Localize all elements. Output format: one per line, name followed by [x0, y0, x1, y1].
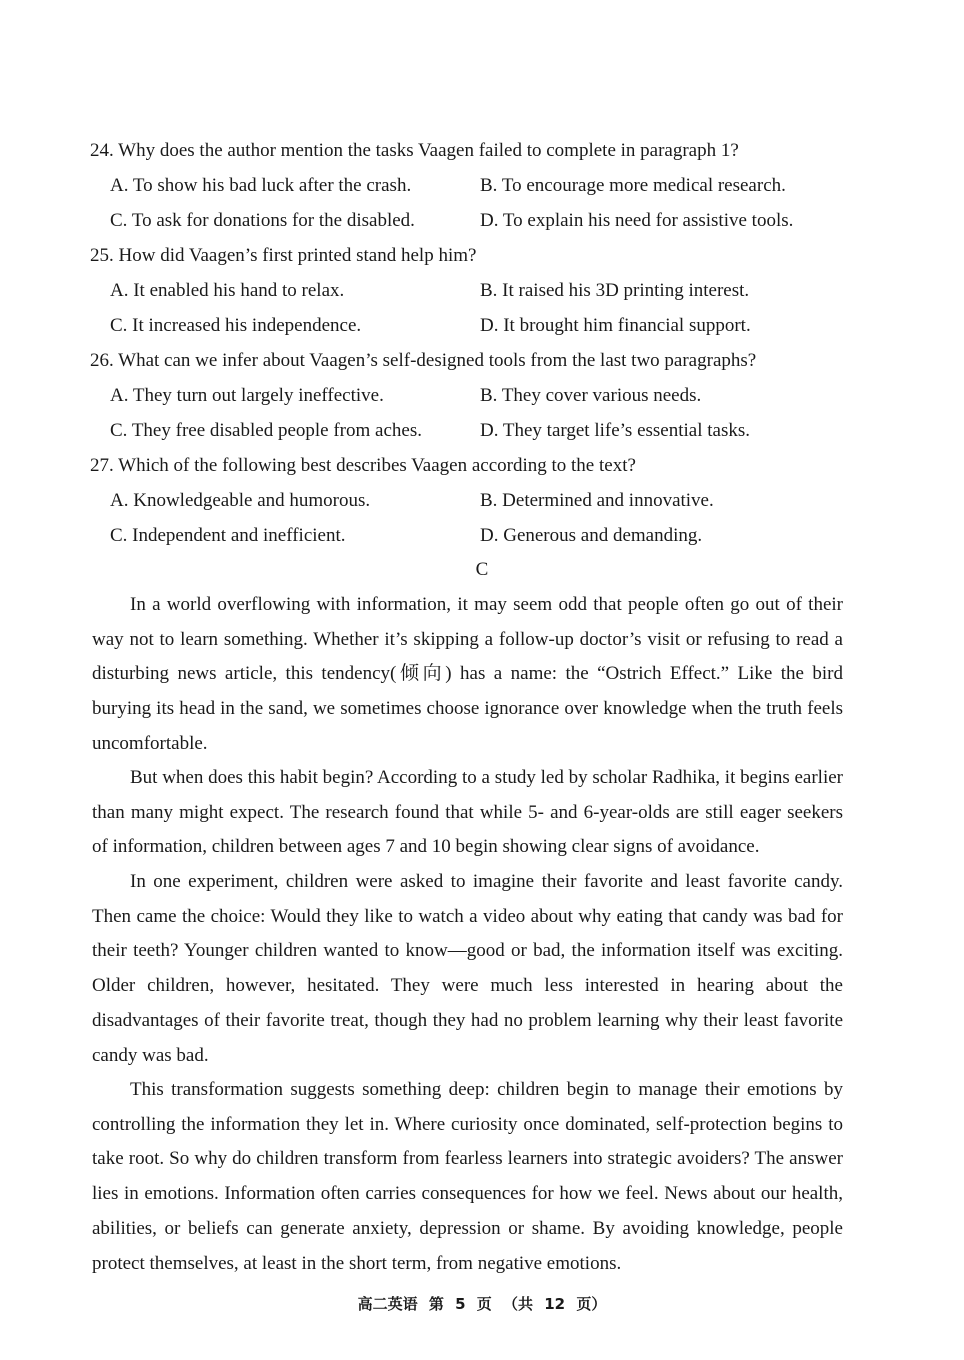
- answer-option: B. Determined and innovative.: [480, 490, 714, 511]
- answer-option: B. It raised his 3D printing interest.: [480, 280, 750, 301]
- answer-option: B. They cover various needs.: [480, 385, 702, 406]
- passage-paragraph: In a world overflowing with information, it may seem odd that people often go out of their way not to learn something. Whether it’s skipping a follow-up doctor’s visit or refusing to read a disturbing news article, this tendency(倾向) has a name: the “Ostrich Effect.” Like the bird burying its head in the sand, we sometimes choose ignorance over knowledge when the truth feels uncomfortable.: [92, 594, 843, 754]
- answer-option: C. Independent and inefficient.: [110, 525, 346, 546]
- question-stem: 26. What can we infer about Vaagen’s self-designed tools from the last two paragraphs?: [90, 350, 757, 371]
- question-stem: 27. Which of the following best describes Vaagen according to the text?: [90, 455, 636, 476]
- answer-option: D. They target life’s essential tasks.: [480, 420, 750, 441]
- question-stem: 25. How did Vaagen’s first printed stand help him?: [90, 245, 477, 266]
- answer-option: A. It enabled his hand to relax.: [110, 280, 345, 301]
- passage-paragraph: This transformation suggests something deep: children begin to manage their emotions by controlling the information they let in. Where curiosity once dominated, self-protection begins to take root. So why do children transform from fearless learners into strategic avoiders? The answer lies in emotions. Information often carries consequences for how we feel. News about our health, abilities, or beliefs can generate anxiety, depression or shame. By avoiding knowledge, people protect themselves, at least in the short term, from negative emotions.: [92, 1079, 843, 1274]
- answer-option: A. Knowledgeable and humorous.: [110, 490, 371, 511]
- answer-option: C. To ask for donations for the disabled.: [110, 210, 415, 231]
- answer-option: A. To show his bad luck after the crash.: [110, 175, 412, 196]
- question-stem: 24. Why does the author mention the tasks Vaagen failed to complete in paragraph 1?: [90, 140, 739, 161]
- passage-paragraph: But when does this habit begin? According to a study led by scholar Radhika, it begins earlier than many might expect. The research found that while 5- and 6-year-olds are still eager seekers of information, children between ages 7 and 10 begin showing clear signs of avoidance.: [92, 767, 843, 858]
- answer-option: C. It increased his independence.: [110, 315, 362, 336]
- answer-option: D. To explain his need for assistive tools.: [480, 210, 794, 231]
- answer-option: D. Generous and demanding.: [480, 525, 703, 546]
- section-label: C: [475, 559, 489, 580]
- page-footer: 高二英语 第 5 页 （共 12 页）: [357, 1295, 607, 1313]
- passage-paragraph: In one experiment, children were asked to imagine their favorite and least favorite candy. Then came the choice: Would they like to watch a video about why eating that candy was bad for their teeth? Younger children wanted to know—good or bad, the information itself was exciting. Older children, however, hesitated. They were much less interested in hearing about the disadvantages of their favorite treat, though they had no problem learning why their least favorite candy was bad.: [92, 871, 843, 1066]
- answer-option: B. To encourage more medical research.: [480, 175, 786, 196]
- answer-option: A. They turn out largely ineffective.: [110, 385, 384, 406]
- answer-option: C. They free disabled people from aches.: [110, 420, 422, 441]
- answer-option: D. It brought him financial support.: [480, 315, 751, 336]
